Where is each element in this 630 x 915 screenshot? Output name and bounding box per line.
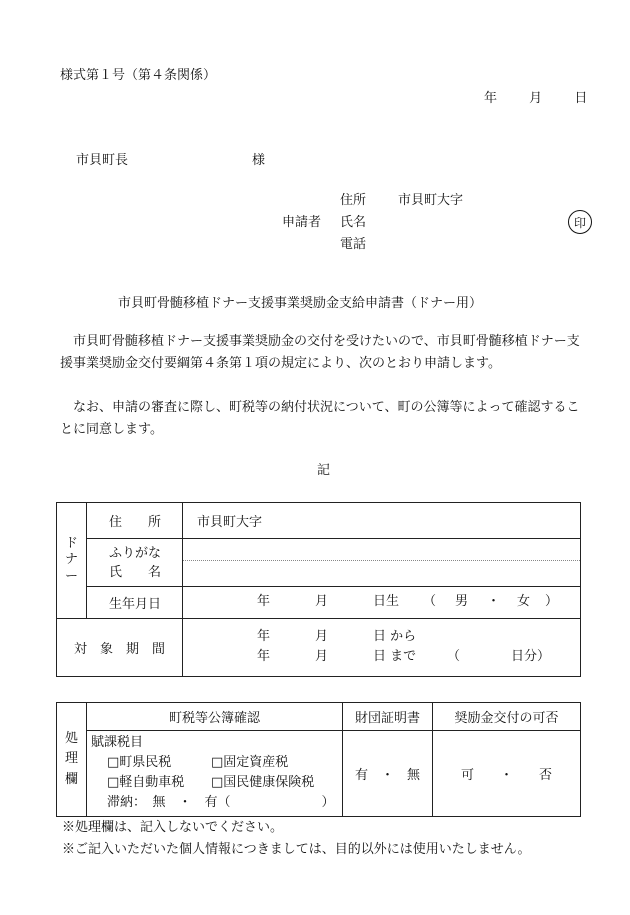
donor-name-field[interactable] xyxy=(183,561,581,587)
donor-side-char: ナ xyxy=(64,552,78,568)
body-paragraph-1: 市貝町骨髄移植ドナー支援事業奨励金の交付を受けたいので、市貝町骨髄移植ドナー支援事業奨励金交付要綱第４条第１項の規定により、次のとおり申請します。 xyxy=(60,334,580,371)
tax-resident-checkbox[interactable]: □町県民税 xyxy=(107,755,172,770)
birth-year: 年 xyxy=(257,593,271,609)
approval-cell[interactable]: 可 ・ 否 xyxy=(433,731,581,817)
addressee-honorific: 様 xyxy=(252,153,266,168)
foundation-cert-cell[interactable]: 有 ・ 無 xyxy=(343,731,433,817)
birth-day: 日生 xyxy=(373,593,400,609)
document-title: 市貝町骨髄移植ドナー支援事業奨励金支給申請書（ドナー用） xyxy=(118,296,483,311)
applicant-phone-label: 電話 xyxy=(340,237,367,252)
tax-health-insurance-checkbox[interactable]: □国民健康保険税 xyxy=(211,775,315,790)
tax-check-header: 町税等公簿確認 xyxy=(87,703,343,731)
donor-furigana-label: ふりがな xyxy=(87,539,183,561)
donor-side-char: ー xyxy=(64,568,78,584)
form-number: 様式第１号（第４条関係） xyxy=(60,68,217,83)
applicant-label: 申請者 xyxy=(282,215,322,230)
note-privacy: ※ご記入いただいた個人情報につきましては、目的以外には使用いたしません。 xyxy=(62,842,531,857)
sex-female-option[interactable]: 女 xyxy=(517,593,531,609)
from-month: 月 xyxy=(315,628,329,644)
body-paragraph-2: なお、申請の審査に際し、町税等の納付状況について、町の公簿等によって確認することに同意します。 xyxy=(60,400,580,437)
birth-month: 月 xyxy=(315,593,329,609)
sex-close-paren: ） xyxy=(545,593,559,609)
period-label: 対 象 期 間 xyxy=(57,619,183,677)
period-field[interactable] xyxy=(183,619,581,677)
donor-furigana-field[interactable] xyxy=(183,539,581,561)
tax-property-checkbox[interactable]: □固定資産税 xyxy=(211,755,289,770)
from-day: 日 から xyxy=(373,628,417,644)
tax-check-cell xyxy=(87,731,343,817)
sex-separator: ・ xyxy=(487,593,501,609)
sex-male-option[interactable]: 男 xyxy=(455,593,469,609)
applicant-address-value: 市貝町大字 xyxy=(398,193,464,208)
applicant-address-label: 住所 xyxy=(340,193,367,208)
donor-birth-field[interactable] xyxy=(183,587,581,619)
processing-side-char: 理 xyxy=(64,751,78,767)
date-line xyxy=(484,91,587,107)
tax-light-vehicle-checkbox[interactable]: □軽自動車税 xyxy=(107,775,185,790)
to-year: 年 xyxy=(257,648,271,664)
applicant-name-label: 氏名 xyxy=(340,215,367,230)
processing-side-char: 処 xyxy=(64,731,78,747)
addressee-name: 市貝町長 xyxy=(76,153,129,168)
foundation-cert-header: 財団証明書 xyxy=(343,703,433,731)
tax-heading: 賦課税目 xyxy=(91,735,144,750)
ki-heading: 記 xyxy=(317,463,331,478)
date-day: 日 xyxy=(574,91,588,106)
processing-table xyxy=(56,702,581,817)
donor-address-cell[interactable] xyxy=(183,503,581,539)
from-year: 年 xyxy=(257,628,271,644)
donor-name-label: 氏 名 xyxy=(87,561,183,587)
seal-mark: 印 xyxy=(568,210,592,234)
processing-side-char: 欄 xyxy=(64,771,78,787)
date-year: 年 xyxy=(484,91,498,106)
donor-address-value: 市貝町大字 xyxy=(197,515,263,530)
donor-birth-label: 生年月日 xyxy=(87,587,183,619)
processing-side-label xyxy=(57,703,87,817)
note-processing: ※処理欄は、記入しないでください。 xyxy=(62,820,284,835)
days-open-paren: （ xyxy=(447,648,461,664)
sex-open-paren: （ xyxy=(423,593,437,609)
arrears-line: 滞納： 無 ・ 有（ ） xyxy=(107,795,335,810)
days-close: 日分） xyxy=(511,648,551,664)
to-day: 日 まで xyxy=(373,648,417,664)
donor-address-label: 住 所 xyxy=(87,503,183,539)
donor-side-label xyxy=(57,503,87,619)
date-month: 月 xyxy=(529,91,543,106)
approval-header: 奨励金交付の可否 xyxy=(433,703,581,731)
donor-table xyxy=(56,502,581,677)
to-month: 月 xyxy=(315,648,329,664)
donor-side-char: ド xyxy=(64,536,78,552)
